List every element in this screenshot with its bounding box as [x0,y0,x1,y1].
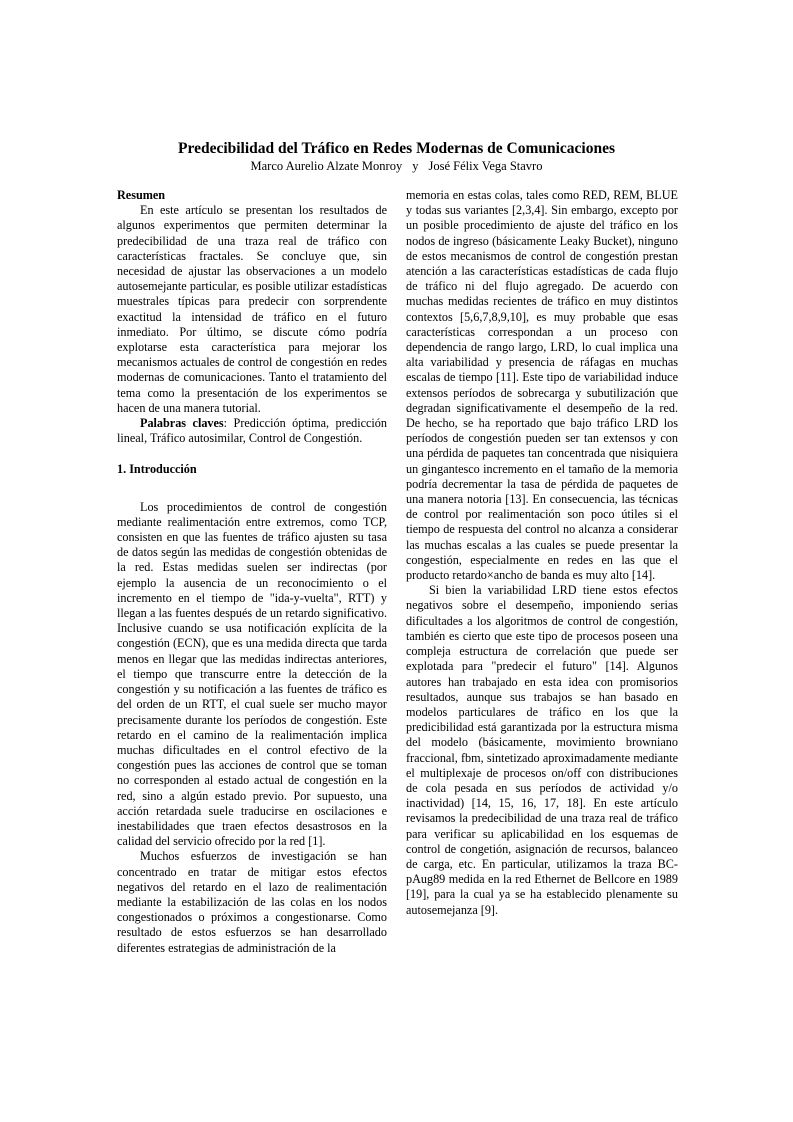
intro-paragraph-1: Los procedimientos de control de congestión mediante realimentación entre extremos, como TCP, consisten en que las fuentes de tráfico ajusten su tasa de datos según las medidas de congestión obtenidas de la red. Estas medidas suelen ser indirectas (por ejemplo la ausencia de un reconocimiento o el incremento en el tiempo de "ida-y-vuelta", RTT) y llegan a las fuentes después de un retardo significativo. Inclusive cuando se usa notificación explícita de la congestión (ECN), que es una medida directa que tarda menos en llegar que las medidas indirectas anteriores, el tiempo que transcurre entre la detección de la congestión y su notificación a las fuentes de tráfico es del orden de un RTT, el cual suele ser mucho mayor precisamente durante los períodos de congestión. Este retardo en el camino de la realimentación implica muchas dificultades en el control efectivo de la congestión pues las acciones de control que se toman no corresponden al estado actual de congestión en la red, sino a algún estado previo. Por supuesto, una acción retardada suele traducirse en oscilaciones e inestabilidades que traen efectos desastrosos en la calidad del servicio ofrecido por la red [1]. [117,499,387,849]
intro-paragraph-3: Si bien la variabilidad LRD tiene estos efectos negativos sobre el desempeño, imponiendo serias dificultades a los algoritmos de control de congestión, también es cierto que este tipo de procesos poseen una compleja estructura de correlación que puede ser explotada para "predecir el futuro" [14]. Algunos autores han trabajado en esta idea con promisorios resultados, aunque sus trabajos se han basado en modelos particulares de tráfico en los que la predicibilidad está garantizada por la estructura misma del modelo (básicamente, movimiento browniano fraccional, fbm, sintetizado aproximadamente mediante el multiplexaje de procesos on/off con distribuciones de cola pesada en sus períodos de actividad y/o inactividad) [14, 15, 16, 17, 18]. En este artículo revisamos la predecibilidad de una traza real de tráfico para verificar su aplicabilidad en los esquemas de control de congetión, asignación de recursos, balanceo de carga, etc. En particular, utilizamos la traza BC-pAug89 medida en la red Ethernet de Bellcore en 1989 [19], para la cual ya se ha establecido plenamente su autosemejanza [9]. [406,583,678,917]
right-column [406,188,678,918]
author-2: José Félix Vega Stavro [428,159,543,173]
keywords [117,416,387,446]
keywords-text: : Predicción óptima, predicción lineal, Tráfico autosimilar, Control de Congestión. [117,416,387,446]
abstract-body: En este artículo se presentan los resultados de algunos experimentos que permiten determinar la predecibilidad de una traza real de tráfico con características fractales. Se concluye que, sin necesidad de ajustar las observaciones a un modelo autosemejante particular, es posible utilizar estadísticas muestrales típicas para predecir con sorprendente exactitud la intensidad de tráfico en el futuro inmediato. Por último, se discute cómo podría explotarse esta característica para mejorar los mecanismos actuales de control de congestión en redes modernas de comunicaciones. Tanto el tratamiento del tema como la presentación de los experimentos se hacen de una manera tutorial. [117,203,387,415]
author-1: Marco Aurelio Alzate Monroy [250,159,403,173]
left-column [117,188,387,956]
section-1-heading: 1. Introducción [117,462,197,477]
abstract-heading: Resumen [117,188,166,202]
author-line [0,158,793,174]
paper-title: Predecibilidad del Tráfico en Redes Modernas de Comunicaciones [178,140,615,157]
keywords-label: Palabras claves [140,416,224,431]
author-separator: y [412,159,419,173]
intro-paragraph-2-start: Muchos esfuerzos de investigación se han concentrado en tratar de mitigar estos efectos negativos del retardo en el lazo de realimentación mediante la estabilización de las colas en los nodos congestionados o próximos a congestionarse. Como resultado de estos esfuerzos se han desarrollado diferentes estrategias de administración de la [117,849,387,955]
intro-paragraph-2-continued: memoria en estas colas, tales como RED, REM, BLUE y todas sus variantes [2,3,4]. Sin embargo, excepto por un posible procedimiento de ajuste del tráfico en los nodos de ingreso (básicamente Leaky Bucket), ninguno de estos mecanismos de control de congestión prestan atención a las características estadísticas de cada flujo de tráfico ni del flujo agregado. De acuerdo con muchas medidas recientes de tráfico en muy distintos contextos [5,6,7,8,9,10], es muy probable que esas características correspondan a un proceso con dependencia de rango largo, LRD, lo cual implica una alta variabilidad y presencia de ráfagas en muchas escalas de tiempo [11]. Este tipo de variabilidad induce extensos períodos de sobrecarga y subutilización que degradan significativamente el desempeño de la red. De hecho, se ha reportado que bajo tráfico LRD los períodos de congestión pueden ser tan extensos y con una pérdida de paquetes tan concentrada que nisiquiera un gingantesco incremento en el tamaño de la memoria podría decrementar la tasa de pérdida de paquetes de una manera notoria [13]. En consecuencia, las técnicas de control por realimentación son poco útiles si el tiempo de respuesta del control no alcanza a considerar las muchas escalas a las cuales se puede presentar la congestión, especialmente en redes en las que el producto retardo×ancho de banda es muy alto [14]. [406,188,678,583]
